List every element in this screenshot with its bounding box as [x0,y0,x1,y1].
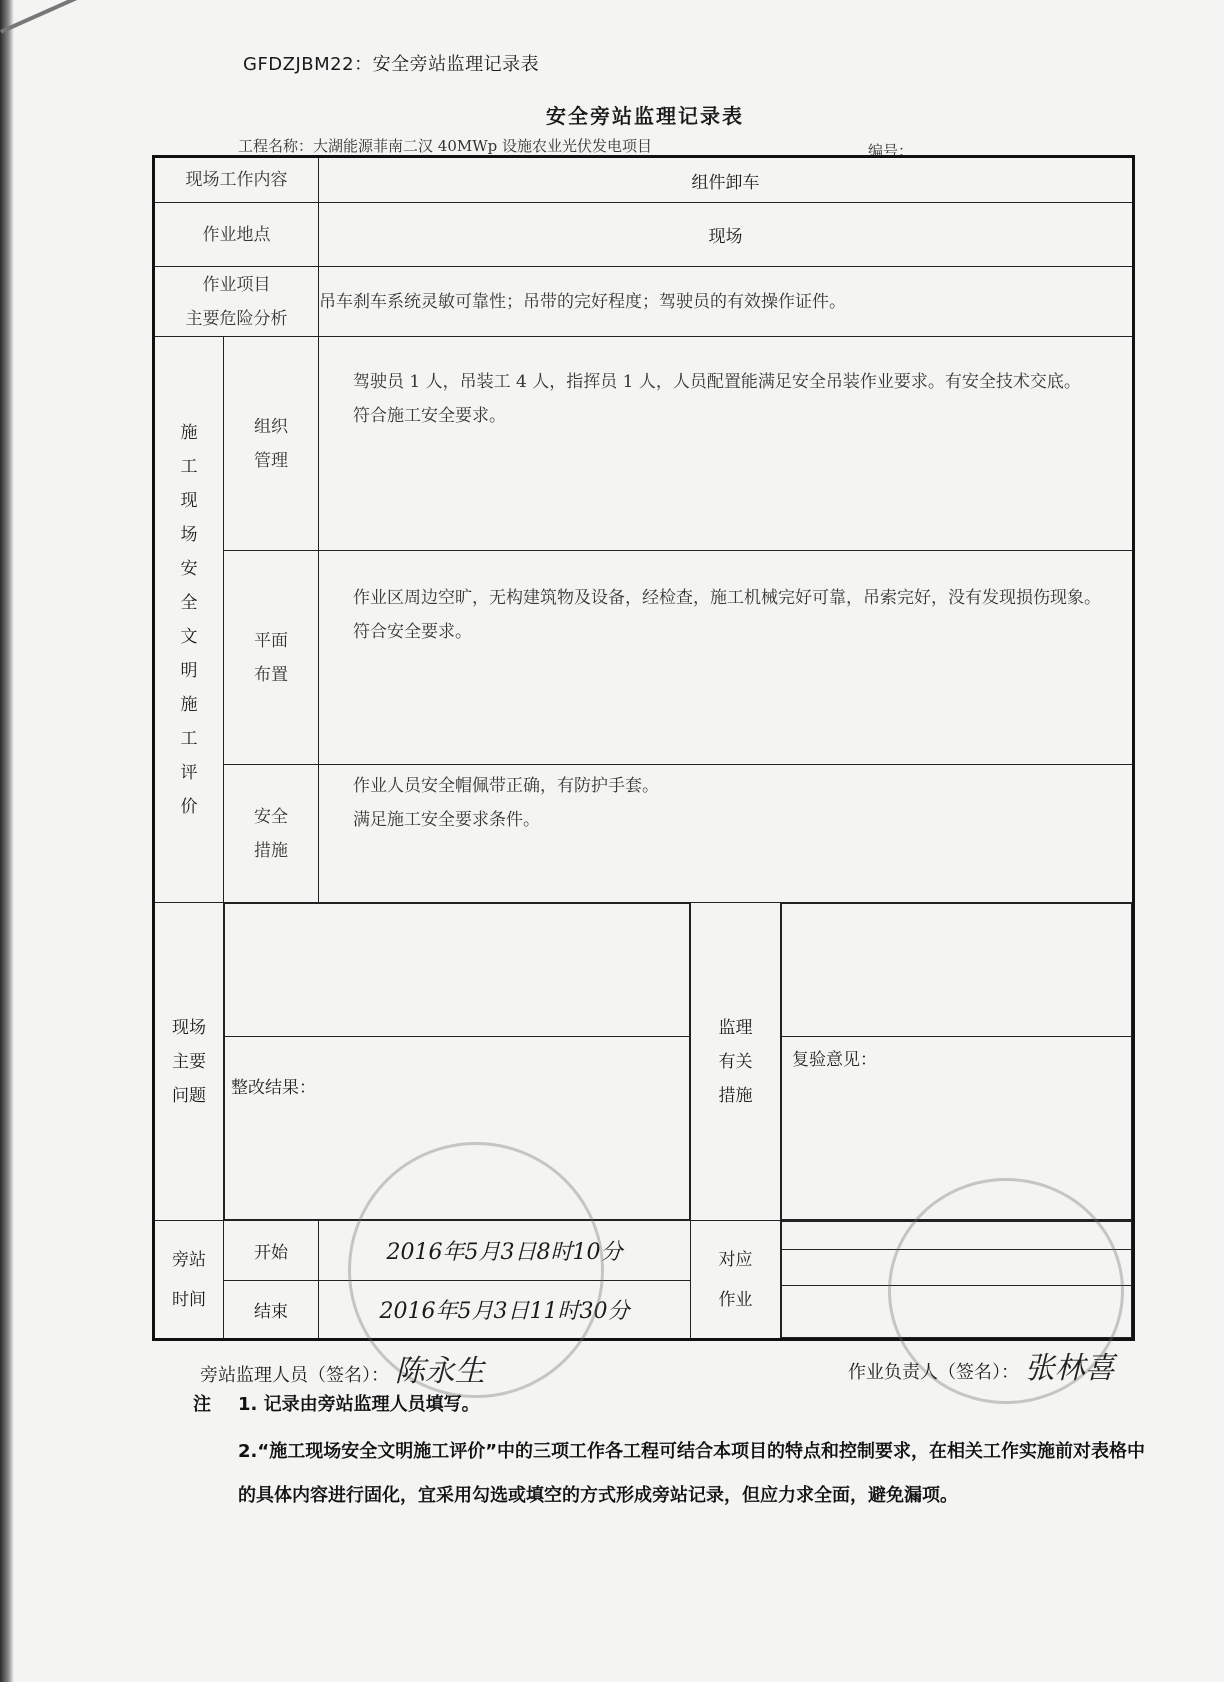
org-label-line1: 组织 [254,416,288,437]
layout-content [319,551,1134,765]
risk-analysis-value: 吊车刹车系统灵敏可靠性；吊带的完好程度；驾驶员的有效操作证件。 [319,267,1134,337]
number-label: 编号： [868,142,914,160]
scan-edge-shadow [0,0,14,1682]
measures-blank [782,904,1132,1037]
corr-label-text: 对应作业 [718,1249,753,1310]
org-text2: 符合施工安全要求。 [353,406,506,426]
measures-label-text: 监理有关措施 [718,1017,753,1106]
layout-label-line2: 布置 [254,664,288,685]
lead-signature: 张林喜 [1024,1351,1115,1386]
recheck-label: 复验意见： [782,1037,1132,1220]
form-title: 安全旁站监理记录表 [546,104,744,128]
supervision-record-table [152,155,1135,1341]
layout-text1: 作业区周边空旷，无构建筑物及设备，经检查，施工机械完好可靠，吊索完好，没有发现损伤现象。 [353,588,1101,608]
end-label: 结束 [224,1281,319,1340]
folded-corner [0,0,120,34]
note-1: 1. 记录由旁站监理人员填写。 [238,1394,480,1415]
corr-label [691,1221,781,1340]
project-label: 工程名称： [238,137,314,155]
work-content-value: 组件卸车 [319,157,1134,203]
org-text1: 驾驶员 1 人，吊装工 4 人，指挥员 1 人，人员配置能满足安全吊装作业要求。有安全技术交底。 [353,372,1081,392]
time-label-text: 旁站时间 [171,1249,206,1310]
risk-label-line1: 作业项目 [202,274,271,295]
problems-blank [225,904,690,1037]
layout-label [224,551,319,765]
supervisor-sign-label: 旁站监理人员（签名）： [200,1365,389,1386]
layout-text2: 符合安全要求。 [353,622,472,642]
risk-label-line2: 主要危险分析 [185,308,288,329]
measures-label [691,903,781,1221]
evaluation-label-text: 施工现场安全文明施工评价 [180,422,198,817]
supervisor-sign-line [200,1346,485,1390]
measures-inner [781,903,1132,1220]
work-location-value: 现场 [319,203,1134,267]
note-2: 2.“施工现场安全文明施工评价”中的三项工作各工程可结合本项目的特点和控制要求，在相关工作实施前对表格中的具体内容进行固化，宜采用勾选或填空的方式形成旁站记录，但应力求全面，避免漏项。 [238,1441,1146,1506]
safety-label-line1: 安全 [254,806,288,827]
notes-heading: 注 [193,1394,211,1415]
safety-text2: 满足施工安全要求条件。 [353,810,540,830]
lead-sign-label: 作业负责人（签名）： [848,1362,1019,1383]
work-content-label: 现场工作内容 [154,157,319,203]
lead-sign-line [848,1343,1115,1387]
time-label [154,1221,224,1340]
project-name: 大湖能源菲南二汉 40MWp 设施农业光伏发电项目 [313,137,653,155]
safety-label [224,765,319,903]
layout-label-line1: 平面 [254,630,288,651]
problems-label-text: 现场主要问题 [171,1017,206,1106]
risk-analysis-label [154,267,319,337]
start-value: 2016年5月3日8时10分 [319,1221,691,1281]
form-code: GFDZJBM22：安全旁站监理记录表 [243,54,540,75]
safety-label-line2: 措施 [254,840,288,861]
org-content [319,337,1134,551]
work-location-label: 作业地点 [154,203,319,267]
rectify-label: 整改结果： [225,1037,690,1220]
safety-content [319,765,1134,903]
measures-cell [781,903,1134,1221]
problems-label [154,903,224,1221]
end-value: 2016年5月3日11时30分 [319,1281,691,1340]
evaluation-section-label [154,337,224,903]
start-label: 开始 [224,1221,319,1281]
org-label-line2: 管理 [254,450,288,471]
supervisor-signature: 陈永生 [394,1354,485,1389]
safety-text1: 作业人员安全帽佩带正确，有防护手套。 [353,776,659,796]
org-label [224,337,319,551]
project-line [238,135,652,156]
